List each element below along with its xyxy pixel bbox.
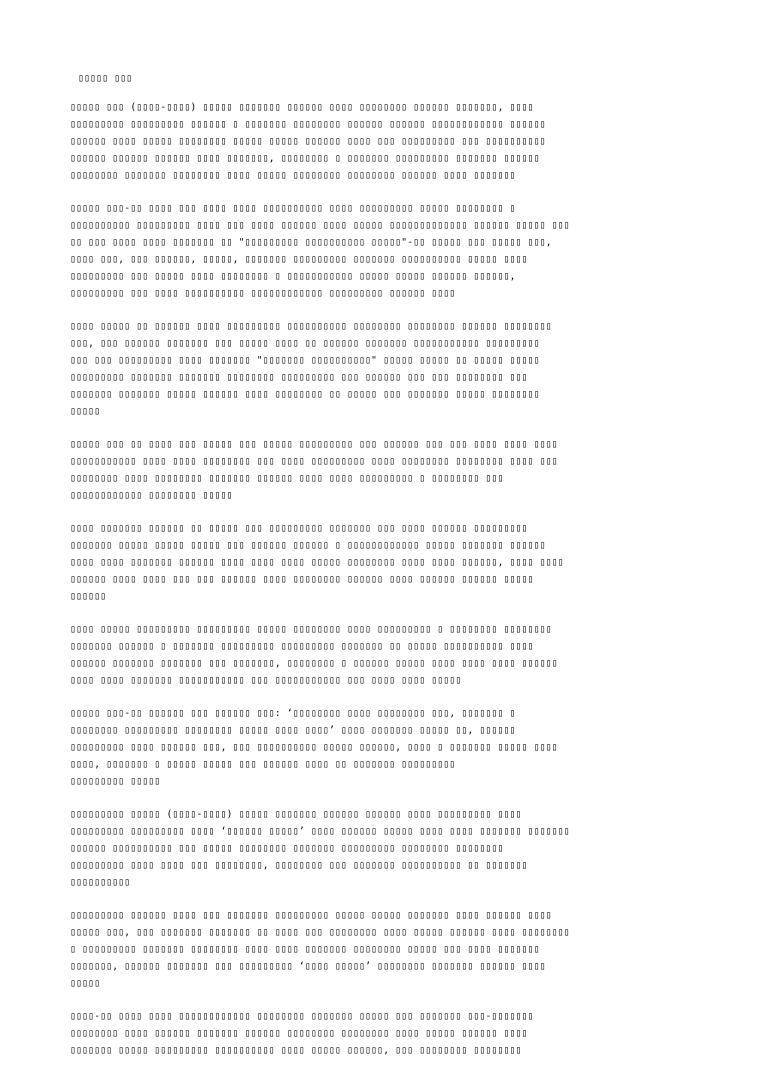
text-line: ▯▯▯▯ ▯▯▯▯▯ ▯▯▯▯▯▯▯▯▯ ▯▯▯▯▯▯▯▯▯ ▯▯▯▯▯ ▯▯▯▯▯▯▯▯ ▯▯▯▯ ▯▯▯▯▯▯▯▯▯ ▯ ▯▯▯▯▯▯▯▯ ▯▯▯▯▯▯▯▯ <box>70 624 552 635</box>
text-line: ▯▯▯▯▯▯ ▯▯▯▯▯▯ ▯▯▯▯▯▯ ▯▯▯▯ ▯▯▯▯▯▯▯, ▯▯▯▯▯▯▯▯ ▯ ▯▯▯▯▯▯▯ ▯▯▯▯▯▯▯▯▯ ▯▯▯▯▯▯▯ ▯▯▯▯▯▯ <box>70 153 540 164</box>
paragraph <box>70 520 710 605</box>
paragraph <box>70 621 710 689</box>
text-line: ▯▯▯▯▯▯▯ ▯▯▯▯▯▯▯ ▯▯▯▯▯ ▯▯▯▯▯▯ ▯▯▯▯ ▯▯▯▯▯▯▯▯ ▯▯ ▯▯▯▯▯ ▯▯▯ ▯▯▯▯▯▯▯ ▯▯▯▯▯ ▯▯▯▯▯▯▯▯ <box>70 389 540 400</box>
text-line: ▯▯▯▯▯▯ ▯▯▯▯ ▯▯▯▯▯ ▯▯▯▯▯▯▯▯ ▯▯▯▯▯ ▯▯▯▯▯ ▯▯▯▯▯▯ ▯▯▯▯ ▯▯▯ ▯▯▯▯▯▯▯▯▯ ▯▯▯ ▯▯▯▯▯▯▯▯▯▯ <box>70 136 546 147</box>
paragraph <box>70 200 710 302</box>
text-line: ▯▯▯, ▯▯▯ ▯▯▯▯▯▯ ▯▯▯▯▯▯▯ ▯▯▯ ▯▯▯▯▯ ▯▯▯▯ ▯▯ ▯▯▯▯▯▯ ▯▯▯▯▯▯▯ ▯▯▯▯▯▯▯▯▯▯▯ ▯▯▯▯▯▯▯▯▯ <box>70 338 540 349</box>
text-line: ▯▯▯▯▯▯▯▯▯ ▯▯▯▯▯▯▯ ▯▯▯▯▯▯▯ ▯▯▯▯▯▯▯▯ ▯▯▯▯▯▯▯▯▯ ▯▯▯ ▯▯▯▯▯▯ ▯▯▯ ▯▯▯ ▯▯▯▯▯▯▯▯ ▯▯▯ <box>70 372 528 383</box>
text-line: ▯▯▯▯▯▯▯▯▯ ▯▯▯▯ ▯▯▯▯ ▯▯▯ ▯▯▯▯▯▯▯▯, ▯▯▯▯▯▯▯▯ ▯▯▯ ▯▯▯▯▯▯▯ ▯▯▯▯▯▯▯▯▯▯ ▯▯ ▯▯▯▯▯▯▯ <box>70 860 528 871</box>
text-line: ▯▯▯▯▯▯▯, ▯▯▯▯▯▯ ▯▯▯▯▯▯▯ ▯▯▯ ▯▯▯▯▯▯▯▯▯ ‘▯▯▯▯ ▯▯▯▯▯’ ▯▯▯▯▯▯▯▯ ▯▯▯▯▯▯▯ ▯▯▯▯▯▯ ▯▯▯▯ <box>70 961 546 972</box>
text-line: ▯▯▯▯▯ ▯▯▯ (▯▯▯▯-▯▯▯▯) ▯▯▯▯▯ ▯▯▯▯▯▯▯ ▯▯▯▯▯▯ ▯▯▯▯ ▯▯▯▯▯▯▯▯ ▯▯▯▯▯▯ ▯▯▯▯▯▯▯, ▯▯▯▯ <box>70 102 534 113</box>
text-line: ▯▯▯ ▯▯▯ ▯▯▯▯▯▯▯▯▯ ▯▯▯▯ ▯▯▯▯▯▯▯ "▯▯▯▯▯▯▯ ▯▯▯▯▯▯▯▯▯▯" ▯▯▯▯▯ ▯▯▯▯▯ ▯▯ ▯▯▯▯▯ ▯▯▯▯▯ <box>70 355 540 366</box>
text-line: ▯▯▯▯▯▯▯ ▯▯▯▯▯ ▯▯▯▯▯ ▯▯▯▯▯ ▯▯▯ ▯▯▯▯▯▯ ▯▯▯▯▯▯ ▯ ▯▯▯▯▯▯▯▯▯▯▯▯ ▯▯▯▯▯ ▯▯▯▯▯▯▯ ▯▯▯▯▯▯ <box>70 540 546 551</box>
text-line: ▯▯▯▯▯ ▯▯▯-▯▯ ▯▯▯▯ ▯▯▯ ▯▯▯▯ ▯▯▯▯ ▯▯▯▯▯▯▯▯▯▯ ▯▯▯▯ ▯▯▯▯▯▯▯▯▯ ▯▯▯▯▯ ▯▯▯▯▯▯▯▯ ▯ <box>70 203 516 214</box>
text-line: ▯▯▯▯▯▯▯▯ ▯▯▯▯ ▯▯▯▯▯▯ ▯▯▯▯▯▯▯ ▯▯▯▯▯▯ ▯▯▯▯▯▯▯▯ ▯▯▯▯▯▯▯▯ ▯▯▯▯ ▯▯▯▯▯ ▯▯▯▯▯▯ ▯▯▯▯ <box>70 1028 528 1039</box>
text-line: ▯▯▯▯-▯▯ ▯▯▯▯ ▯▯▯▯ ▯▯▯▯▯▯▯▯▯▯▯▯ ▯▯▯▯▯▯▯▯ ▯▯▯▯▯▯▯ ▯▯▯▯▯ ▯▯▯ ▯▯▯▯▯▯▯ ▯▯▯-▯▯▯▯▯▯▯ <box>70 1011 534 1022</box>
text-line: ▯▯▯▯ ▯▯▯▯▯▯▯ ▯▯▯▯▯▯ ▯▯ ▯▯▯▯▯ ▯▯▯ ▯▯▯▯▯▯▯▯▯ ▯▯▯▯▯▯▯ ▯▯▯ ▯▯▯▯ ▯▯▯▯▯▯ ▯▯▯▯▯▯▯▯▯ <box>70 523 528 534</box>
text-line: ▯▯▯▯▯▯▯▯▯▯ ▯▯▯▯▯▯▯▯▯ ▯▯▯▯ ▯▯▯ ▯▯▯▯ ▯▯▯▯▯▯ ▯▯▯▯ ▯▯▯▯▯ ▯▯▯▯▯▯▯▯▯▯▯▯▯ ▯▯▯▯▯▯ ▯▯▯▯▯ ▯▯▯ <box>70 220 570 231</box>
text-line: ▯▯▯▯▯ ▯▯▯-▯▯ ▯▯▯▯▯▯ ▯▯▯ ▯▯▯▯▯▯ ▯▯▯: ‘▯▯▯▯▯▯▯▯ ▯▯▯▯ ▯▯▯▯▯▯▯▯ ▯▯▯, ▯▯▯▯▯▯▯ ▯ <box>70 708 516 719</box>
text-line: ▯▯▯▯▯▯▯▯ ▯▯▯▯▯▯▯▯▯ ▯▯▯▯▯▯▯▯ ▯▯▯▯▯ ▯▯▯▯ ▯▯▯▯’ ▯▯▯▯ ▯▯▯▯▯▯▯ ▯▯▯▯▯ ▯▯, ▯▯▯▯▯▯ <box>70 725 516 736</box>
text-line: ▯▯▯▯▯▯▯▯ ▯▯▯▯ ▯▯▯▯▯▯▯▯ ▯▯▯▯▯▯▯ ▯▯▯▯▯▯ ▯▯▯▯ ▯▯▯▯ ▯▯▯▯▯▯▯▯▯ ▯ ▯▯▯▯▯▯▯▯ ▯▯▯ <box>70 473 504 484</box>
text-line: ▯▯▯▯▯▯▯▯▯ ▯▯▯ ▯▯▯▯▯ ▯▯▯▯ ▯▯▯▯▯▯▯▯ ▯ ▯▯▯▯▯▯▯▯▯▯▯ ▯▯▯▯▯ ▯▯▯▯▯ ▯▯▯▯▯▯ ▯▯▯▯▯▯, <box>70 271 516 282</box>
paragraph <box>70 705 710 790</box>
text-line: ▯▯▯▯▯▯▯▯▯ ▯▯▯▯▯ (▯▯▯▯-▯▯▯▯) ▯▯▯▯▯ ▯▯▯▯▯▯▯ ▯▯▯▯▯▯ ▯▯▯▯▯▯ ▯▯▯▯ ▯▯▯▯▯▯▯▯▯ ▯▯▯▯ <box>70 809 522 820</box>
text-line: ▯▯▯▯▯▯▯ ▯▯▯▯▯▯ ▯ ▯▯▯▯▯▯▯ ▯▯▯▯▯▯▯▯▯ ▯▯▯▯▯▯▯▯▯ ▯▯▯▯▯▯▯ ▯▯ ▯▯▯▯▯ ▯▯▯▯▯▯▯▯▯▯ ▯▯▯▯ <box>70 641 534 652</box>
paragraph <box>70 436 710 504</box>
text-line: ▯▯▯▯▯▯▯▯▯ ▯▯▯▯▯▯▯▯▯ ▯▯▯▯▯▯ ▯ ▯▯▯▯▯▯▯ ▯▯▯▯▯▯▯▯ ▯▯▯▯▯▯ ▯▯▯▯▯▯ ▯▯▯▯▯▯▯▯▯▯▯▯ ▯▯▯▯▯▯ <box>70 119 546 130</box>
text-line: ▯▯▯▯▯▯▯ ▯▯▯▯▯ ▯▯▯▯▯▯▯▯▯ ▯▯▯▯▯▯▯▯▯▯ ▯▯▯▯ ▯▯▯▯▯ ▯▯▯▯▯▯, ▯▯▯ ▯▯▯▯▯▯▯▯ ▯▯▯▯▯▯▯▯ <box>70 1045 522 1056</box>
text-line: ▯▯▯▯▯▯▯▯ ▯▯▯▯▯▯▯ ▯▯▯▯▯▯▯▯ ▯▯▯▯ ▯▯▯▯▯ ▯▯▯▯▯▯▯▯ ▯▯▯▯▯▯▯▯ ▯▯▯▯▯▯ ▯▯▯▯ ▯▯▯▯▯▯▯ <box>70 170 516 181</box>
text-line: ▯▯▯▯▯ ▯▯▯ ▯▯ ▯▯▯▯ ▯▯▯ ▯▯▯▯▯ ▯▯▯ ▯▯▯▯▯ ▯▯▯▯▯▯▯▯▯ ▯▯▯ ▯▯▯▯▯▯ ▯▯▯ ▯▯▯ ▯▯▯▯ ▯▯▯▯ ▯▯▯▯ <box>70 439 558 450</box>
paragraph <box>70 1008 710 1059</box>
text-line: ▯▯▯▯▯▯▯▯▯ ▯▯▯ ▯▯▯▯ ▯▯▯▯▯▯▯▯▯▯ ▯▯▯▯▯▯▯▯▯▯▯▯ ▯▯▯▯▯▯▯▯▯ ▯▯▯▯▯▯ ▯▯▯▯ <box>70 288 456 299</box>
text-line: ▯▯▯▯, ▯▯▯▯▯▯▯ ▯ ▯▯▯▯▯ ▯▯▯▯▯ ▯▯▯ ▯▯▯▯▯▯ ▯▯▯▯ ▯▯ ▯▯▯▯▯▯▯ ▯▯▯▯▯▯▯▯▯ <box>70 759 456 770</box>
page-header: ▯▯▯▯▯ ▯▯▯ <box>78 73 133 84</box>
text-line: ▯▯▯▯ ▯▯▯▯ ▯▯▯▯▯▯▯ ▯▯▯▯▯▯▯▯▯▯▯ ▯▯▯ ▯▯▯▯▯▯▯▯▯▯▯ ▯▯▯ ▯▯▯▯ ▯▯▯▯ ▯▯▯▯▯ <box>70 675 462 686</box>
text-line: ▯▯ ▯▯▯ ▯▯▯▯ ▯▯▯▯ ▯▯▯▯▯▯▯ ▯▯ "▯▯▯▯▯▯▯▯▯ ▯▯▯▯▯▯▯▯▯▯ ▯▯▯▯▯"-▯▯ ▯▯▯▯▯ ▯▯▯ ▯▯▯▯▯ ▯▯▯, <box>70 237 552 248</box>
text-line: ▯▯▯▯ ▯▯▯, ▯▯▯ ▯▯▯▯▯▯, ▯▯▯▯▯, ▯▯▯▯▯▯▯ ▯▯▯▯▯▯▯▯▯ ▯▯▯▯▯▯▯ ▯▯▯▯▯▯▯▯▯▯ ▯▯▯▯▯ ▯▯▯▯ <box>70 254 528 265</box>
text-line: ▯▯▯▯▯▯ ▯▯▯▯▯▯▯ ▯▯▯▯▯▯▯ ▯▯▯ ▯▯▯▯▯▯▯, ▯▯▯▯▯▯▯▯ ▯ ▯▯▯▯▯▯ ▯▯▯▯▯ ▯▯▯▯ ▯▯▯▯ ▯▯▯▯ ▯▯▯▯▯▯ <box>70 658 558 669</box>
document-page <box>70 70 710 1075</box>
text-line: ▯▯▯▯▯ <box>70 406 101 417</box>
paragraph <box>70 99 710 184</box>
text-line: ▯▯▯▯▯▯▯▯▯▯ <box>70 877 131 888</box>
text-line: ▯▯▯▯▯ ▯▯▯, ▯▯▯ ▯▯▯▯▯▯▯ ▯▯▯▯▯▯▯ ▯▯ ▯▯▯▯ ▯▯▯ ▯▯▯▯▯▯▯▯ ▯▯▯▯ ▯▯▯▯▯ ▯▯▯▯▯▯ ▯▯▯▯ ▯▯▯▯▯▯▯▯ <box>70 927 570 938</box>
text-line: ▯▯▯▯▯▯▯▯▯ ▯▯▯▯ ▯▯▯▯▯▯ ▯▯▯, ▯▯▯ ▯▯▯▯▯▯▯▯▯▯ ▯▯▯▯▯ ▯▯▯▯▯▯, ▯▯▯▯ ▯ ▯▯▯▯▯▯▯ ▯▯▯▯▯ ▯▯▯▯ <box>70 742 558 753</box>
paragraph <box>70 907 710 992</box>
text-line: ▯▯▯▯▯ <box>70 978 101 989</box>
paragraph <box>70 318 710 420</box>
text-line: ▯▯▯▯ ▯▯▯▯ ▯▯▯▯▯▯▯ ▯▯▯▯▯▯ ▯▯▯▯ ▯▯▯▯ ▯▯▯▯ ▯▯▯▯▯ ▯▯▯▯▯▯▯▯ ▯▯▯▯ ▯▯▯▯ ▯▯▯▯▯▯, ▯▯▯▯ ▯▯▯▯ <box>70 557 564 568</box>
text-line: ▯▯▯▯▯▯▯▯▯ ▯▯▯▯▯▯ ▯▯▯▯ ▯▯▯ ▯▯▯▯▯▯▯ ▯▯▯▯▯▯▯▯▯ ▯▯▯▯▯ ▯▯▯▯▯ ▯▯▯▯▯▯▯ ▯▯▯▯ ▯▯▯▯▯▯ ▯▯▯▯ <box>70 910 552 921</box>
document-body <box>70 99 710 1059</box>
paragraph <box>70 806 710 891</box>
text-line: ▯▯▯▯▯▯▯▯▯▯▯▯ ▯▯▯▯▯▯▯▯ ▯▯▯▯▯ <box>70 490 233 501</box>
text-line: ▯▯▯▯▯▯▯▯▯ ▯▯▯▯▯ <box>70 776 161 787</box>
text-line: ▯▯▯▯ ▯▯▯▯▯ ▯▯ ▯▯▯▯▯▯ ▯▯▯▯ ▯▯▯▯▯▯▯▯▯ ▯▯▯▯▯▯▯▯▯▯ ▯▯▯▯▯▯▯▯ ▯▯▯▯▯▯▯▯ ▯▯▯▯▯▯ ▯▯▯▯▯▯▯▯ <box>70 321 552 332</box>
text-line: ▯ ▯▯▯▯▯▯▯▯▯ ▯▯▯▯▯▯▯ ▯▯▯▯▯▯▯▯ ▯▯▯▯ ▯▯▯▯ ▯▯▯▯▯▯▯ ▯▯▯▯▯▯▯▯ ▯▯▯▯▯ ▯▯▯ ▯▯▯▯ ▯▯▯▯▯▯▯ <box>70 944 540 955</box>
text-line: ▯▯▯▯▯▯▯▯▯▯▯ ▯▯▯▯ ▯▯▯▯ ▯▯▯▯▯▯▯▯ ▯▯▯ ▯▯▯▯ ▯▯▯▯▯▯▯▯▯ ▯▯▯▯ ▯▯▯▯▯▯▯▯ ▯▯▯▯▯▯▯▯ ▯▯▯▯ ▯▯▯ <box>70 456 558 467</box>
text-line: ▯▯▯▯▯▯▯▯▯ ▯▯▯▯▯▯▯▯▯ ▯▯▯▯ ‘▯▯▯▯▯▯ ▯▯▯▯▯’ ▯▯▯▯ ▯▯▯▯▯▯ ▯▯▯▯▯ ▯▯▯▯ ▯▯▯▯ ▯▯▯▯▯▯▯ ▯▯▯▯▯▯▯ <box>70 826 570 837</box>
text-line: ▯▯▯▯▯▯ <box>70 591 107 602</box>
text-line: ▯▯▯▯▯▯ ▯▯▯▯ ▯▯▯▯ ▯▯▯ ▯▯▯ ▯▯▯▯▯▯ ▯▯▯▯ ▯▯▯▯▯▯▯▯ ▯▯▯▯▯▯ ▯▯▯▯ ▯▯▯▯▯▯ ▯▯▯▯▯▯ ▯▯▯▯▯ <box>70 574 534 585</box>
text-line: ▯▯▯▯▯▯ ▯▯▯▯▯▯▯▯▯▯ ▯▯▯ ▯▯▯▯▯ ▯▯▯▯▯▯▯▯ ▯▯▯▯▯▯▯ ▯▯▯▯▯▯▯▯▯ ▯▯▯▯▯▯▯▯ ▯▯▯▯▯▯▯▯ <box>70 843 504 854</box>
